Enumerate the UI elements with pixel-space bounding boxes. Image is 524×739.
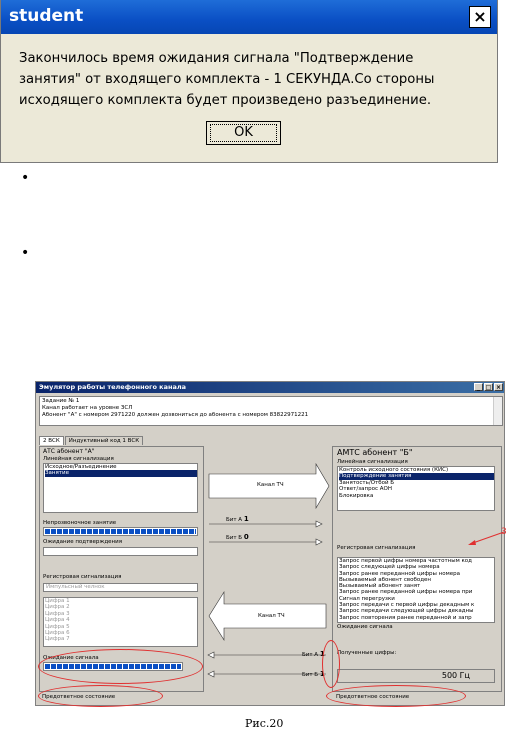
list-item[interactable]: Контроль исходного состояния (КИС) [339, 467, 449, 473]
emulator-window [35, 381, 505, 706]
received-digits-label: Полученные цифры: [337, 650, 397, 656]
ok-button[interactable] [206, 121, 281, 145]
task-line: Задание № 1 [42, 398, 80, 404]
list-item[interactable]: Цифра 1 [45, 598, 70, 604]
bit-a-value: 1 [243, 515, 249, 523]
message-dialog [0, 0, 498, 163]
bit-b-label-text: Бит Б [226, 535, 243, 541]
ok-button-label: OK [210, 124, 277, 142]
bit-a2-label [302, 650, 325, 658]
list-item[interactable]: Исходное/Разъединение [45, 464, 117, 470]
channel-bottom-label: Канал ТЧ [258, 613, 285, 619]
bullet-2: • [21, 245, 30, 261]
bit-b2-label [302, 670, 325, 678]
left-status: Предответное состояние [42, 694, 116, 700]
list-item-selected[interactable]: Подтверждение занятия [339, 473, 494, 479]
busy-progress [43, 527, 198, 536]
right-title: АМТС абонент "Б" [337, 448, 413, 457]
bit-b2-label-text: Бит Б [302, 672, 319, 678]
list-item[interactable]: Цифра 3 [45, 610, 70, 617]
await-confirm-progress [43, 547, 198, 556]
list-item[interactable]: Ответ/запрос АОН [339, 486, 392, 493]
list-item[interactable]: Цифра 2 [45, 604, 70, 611]
dialog-title: student [9, 6, 84, 26]
digits-list[interactable] [43, 597, 198, 647]
right-line-list[interactable] [337, 466, 495, 511]
list-item[interactable]: Запрос ранее переданной цифры номера при [339, 589, 473, 596]
right-line-label: Линейная сигнализация [337, 459, 408, 465]
await-confirm-label: Ожидание подтверждения [43, 539, 123, 545]
bullet-1: • [21, 170, 30, 186]
bit-a2-value: 1 [319, 650, 325, 658]
task-scrollbar[interactable] [493, 397, 502, 425]
list-item[interactable]: Цифра 4 [45, 617, 70, 624]
list-item[interactable]: Блокировка [339, 492, 374, 499]
list-item[interactable]: Цифра 5 [45, 623, 70, 630]
bit-a-label-text: Бит А [226, 517, 243, 523]
figure-caption: Рис.20 [245, 717, 284, 730]
list-item[interactable]: Занятость/Отбой Б [339, 479, 395, 486]
minimize-icon[interactable]: _ [474, 383, 483, 391]
right-reg-label: Регистровая сигнализация [337, 545, 416, 551]
list-item[interactable]: Запрос ранее переданной цифры номера [339, 570, 460, 577]
close-icon[interactable]: × [495, 384, 502, 391]
tab-bar [39, 436, 144, 445]
emulator-title: Эмулятор работы телефонного канала [39, 383, 187, 391]
busy-label: Непрозвоночное занятие [43, 520, 117, 526]
right-await-signal-label: Ожидание сигнала [337, 624, 393, 630]
list-item[interactable]: Вызываемый абонент свободен [339, 576, 432, 583]
emulator-titlebar [36, 382, 504, 393]
maximize-icon[interactable]: □ [485, 384, 492, 391]
annotation-ellipse [319, 640, 340, 688]
tab-2vsk[interactable]: 2 ВСК [39, 436, 64, 445]
bit-b-arrowhead [316, 539, 322, 545]
list-item[interactable]: Запрос первой цифры номера частотным код [339, 558, 472, 564]
task-text [39, 396, 503, 426]
task-line: Абонент "А" с номером 2971220 должен дозвониться до абонента с номером 83822971221 [42, 412, 309, 418]
pulse-input[interactable]: Импульсный челнок [43, 583, 198, 592]
bit-a2-arrowhead [208, 652, 214, 658]
list-item-selected[interactable]: Занятие [45, 470, 197, 476]
freq-button[interactable]: 500 Гц [337, 669, 495, 683]
left-title: АТС абонент "А" [43, 448, 95, 455]
list-item[interactable]: Запрос передачи с первой цифры декадным к [339, 602, 475, 609]
dialog-message: Закончилось время ожидания сигнала "Подтверждение занятия" от входящего комплекта - 1 СЕКУНДА.Со стороны исходящего комплекта будет произведено разъединение. [19, 51, 435, 108]
annotation-ellipse [38, 649, 203, 684]
list-item[interactable]: Запрос передачи следующей цифры декадны [339, 608, 474, 615]
channel-top-label: Канал ТЧ [257, 482, 284, 488]
list-item[interactable]: Запрос повторения ранее переданной и запр [339, 614, 472, 621]
bit-a2-label-text: Бит А [302, 652, 319, 658]
list-item[interactable]: Вызываемый абонент занят [339, 583, 421, 590]
left-await-signal-label: Ожидание сигнала [43, 655, 99, 661]
bit-b2-value: 1 [319, 670, 325, 678]
task-line: Канал работает на уровне ЗСЛ [42, 405, 133, 411]
right-reg-list[interactable] [337, 557, 495, 623]
right-panel [332, 446, 502, 692]
bit-a-label [226, 515, 249, 523]
list-item[interactable]: Запрос следующей цифры номера [339, 564, 440, 571]
list-item[interactable]: Цифра 6 [45, 630, 70, 637]
bit-b-value: 0 [243, 533, 249, 541]
bit-b2-arrowhead [208, 671, 214, 677]
close-icon[interactable]: × [469, 6, 491, 28]
callout-number: 3 [501, 527, 507, 537]
list-item[interactable]: Сигнал перегрузки [339, 595, 395, 602]
annotation-ellipse [38, 685, 163, 707]
dialog-titlebar [1, 0, 497, 34]
bit-b-label [226, 533, 249, 541]
right-status: Предответное состояние [336, 694, 410, 700]
left-line-label: Линейная сигнализация [43, 456, 114, 462]
tab-inductive-code[interactable]: Индуктивный код 1 ВСК [65, 436, 143, 445]
annotation-arrow [466, 529, 506, 549]
bit-a-arrowhead [316, 521, 322, 527]
left-line-list[interactable] [43, 463, 198, 513]
list-item[interactable]: Цифра 7 [45, 636, 70, 643]
annotation-ellipse [326, 685, 466, 707]
left-reg-label: Регистровая сигнализация [43, 574, 122, 580]
